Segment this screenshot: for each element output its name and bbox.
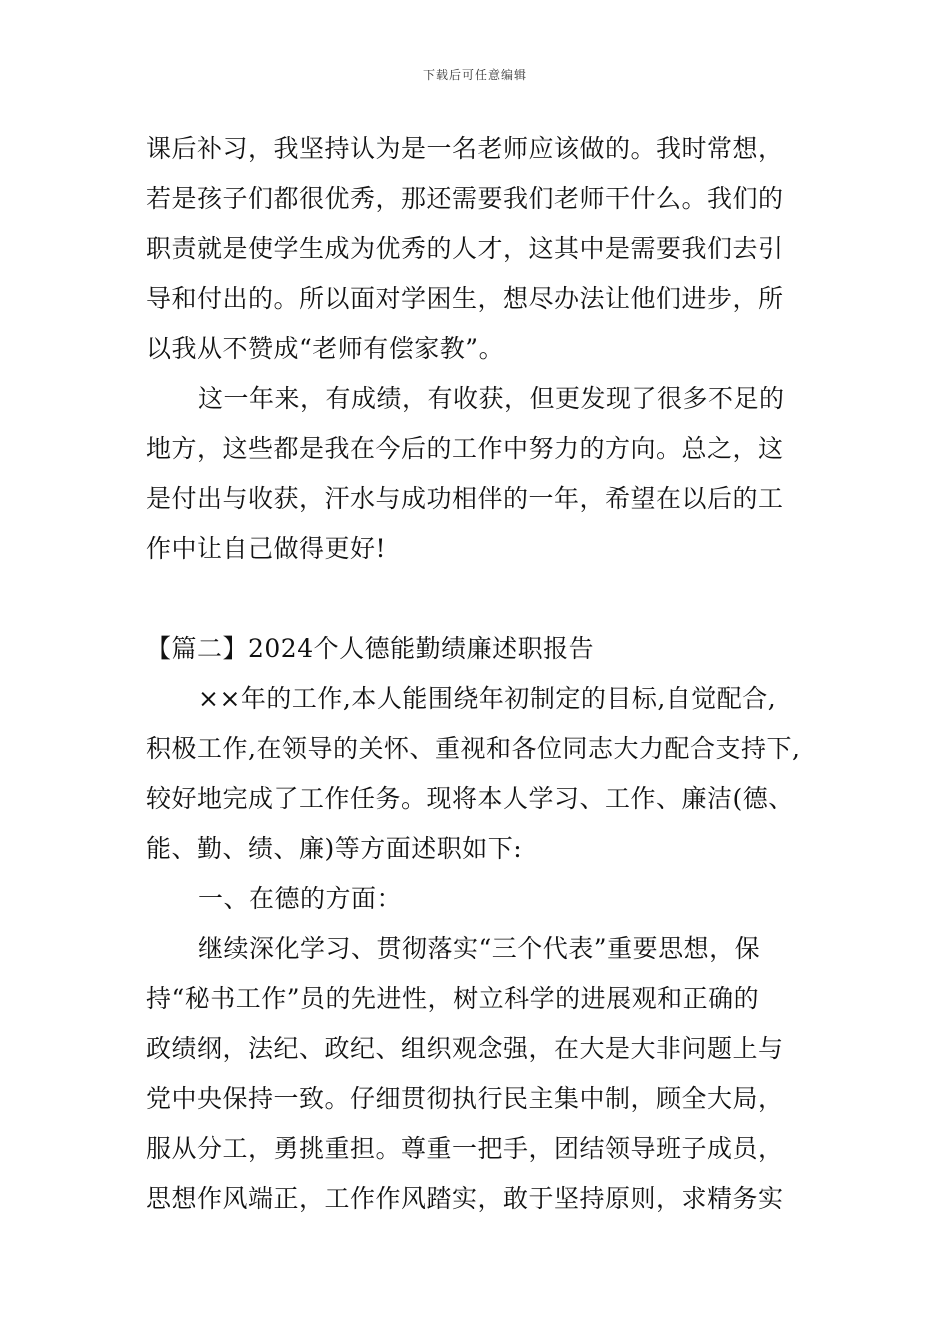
subsection-heading: 一、在德的方面： [198,884,403,913]
paragraph-line: 持“秘书工作”员的先进性，树立科学的进展观和正确的 [146,984,760,1013]
paragraph-line: 积极工作,在领导的关怀、重视和各位同志大力配合支持下, [146,734,801,763]
paragraph-line: 职责就是使学生成为优秀的人才，这其中是需要我们去引 [146,234,784,263]
paragraph-line: 作中让自己做得更好! [146,534,387,563]
paragraph-line: 导和付出的。所以面对学困生，想尽办法让他们进步，所 [146,284,784,313]
paragraph-line: 是付出与收获，汗水与成功相伴的一年，希望在以后的工 [146,484,784,513]
paragraph-line: 能、勤、绩、廉)等方面述职如下: [146,834,523,863]
paragraph-line: 服从分工，勇挑重担。尊重一把手，团结领导班子成员， [146,1134,784,1163]
paragraph-line: 党中央保持一致。仔细贯彻执行民主集中制，顾全大局， [146,1084,784,1113]
paragraph-line: 地方，这些都是我在今后的工作中努力的方向。总之，这 [146,434,784,463]
paragraph-spacer [146,574,826,624]
paragraph-line: 较好地完成了工作任务。现将本人学习、工作、廉洁(德、 [146,784,794,813]
paragraph-line: 继续深化学习、贯彻落实“三个代表”重要思想，保 [198,934,761,963]
paragraph-line: 这一年来，有成绩，有收获，但更发现了很多不足的 [198,384,785,413]
paragraph-line: 以我从不赞成“老师有偿家教”。 [146,334,505,363]
section-heading: 【篇二】2024个人德能勤绩廉述职报告 [146,634,595,663]
paragraph-line: ××年的工作,本人能围绕年初制定的目标,自觉配合, [198,684,777,713]
paragraph-line: 课后补习，我坚持认为是一名老师应该做的。我时常想， [146,134,784,163]
paragraph-line: 若是孩子们都很优秀，那还需要我们老师干什么。我们的 [146,184,784,213]
document-body [146,124,826,1224]
paragraph-line: 思想作风端正，工作作风踏实，敢于坚持原则，求精务实 [146,1184,784,1213]
page-header: 下载后可任意编辑 [422,68,527,82]
paragraph-line: 政绩纲，法纪、政纪、组织观念强，在大是大非问题上与 [146,1034,784,1063]
